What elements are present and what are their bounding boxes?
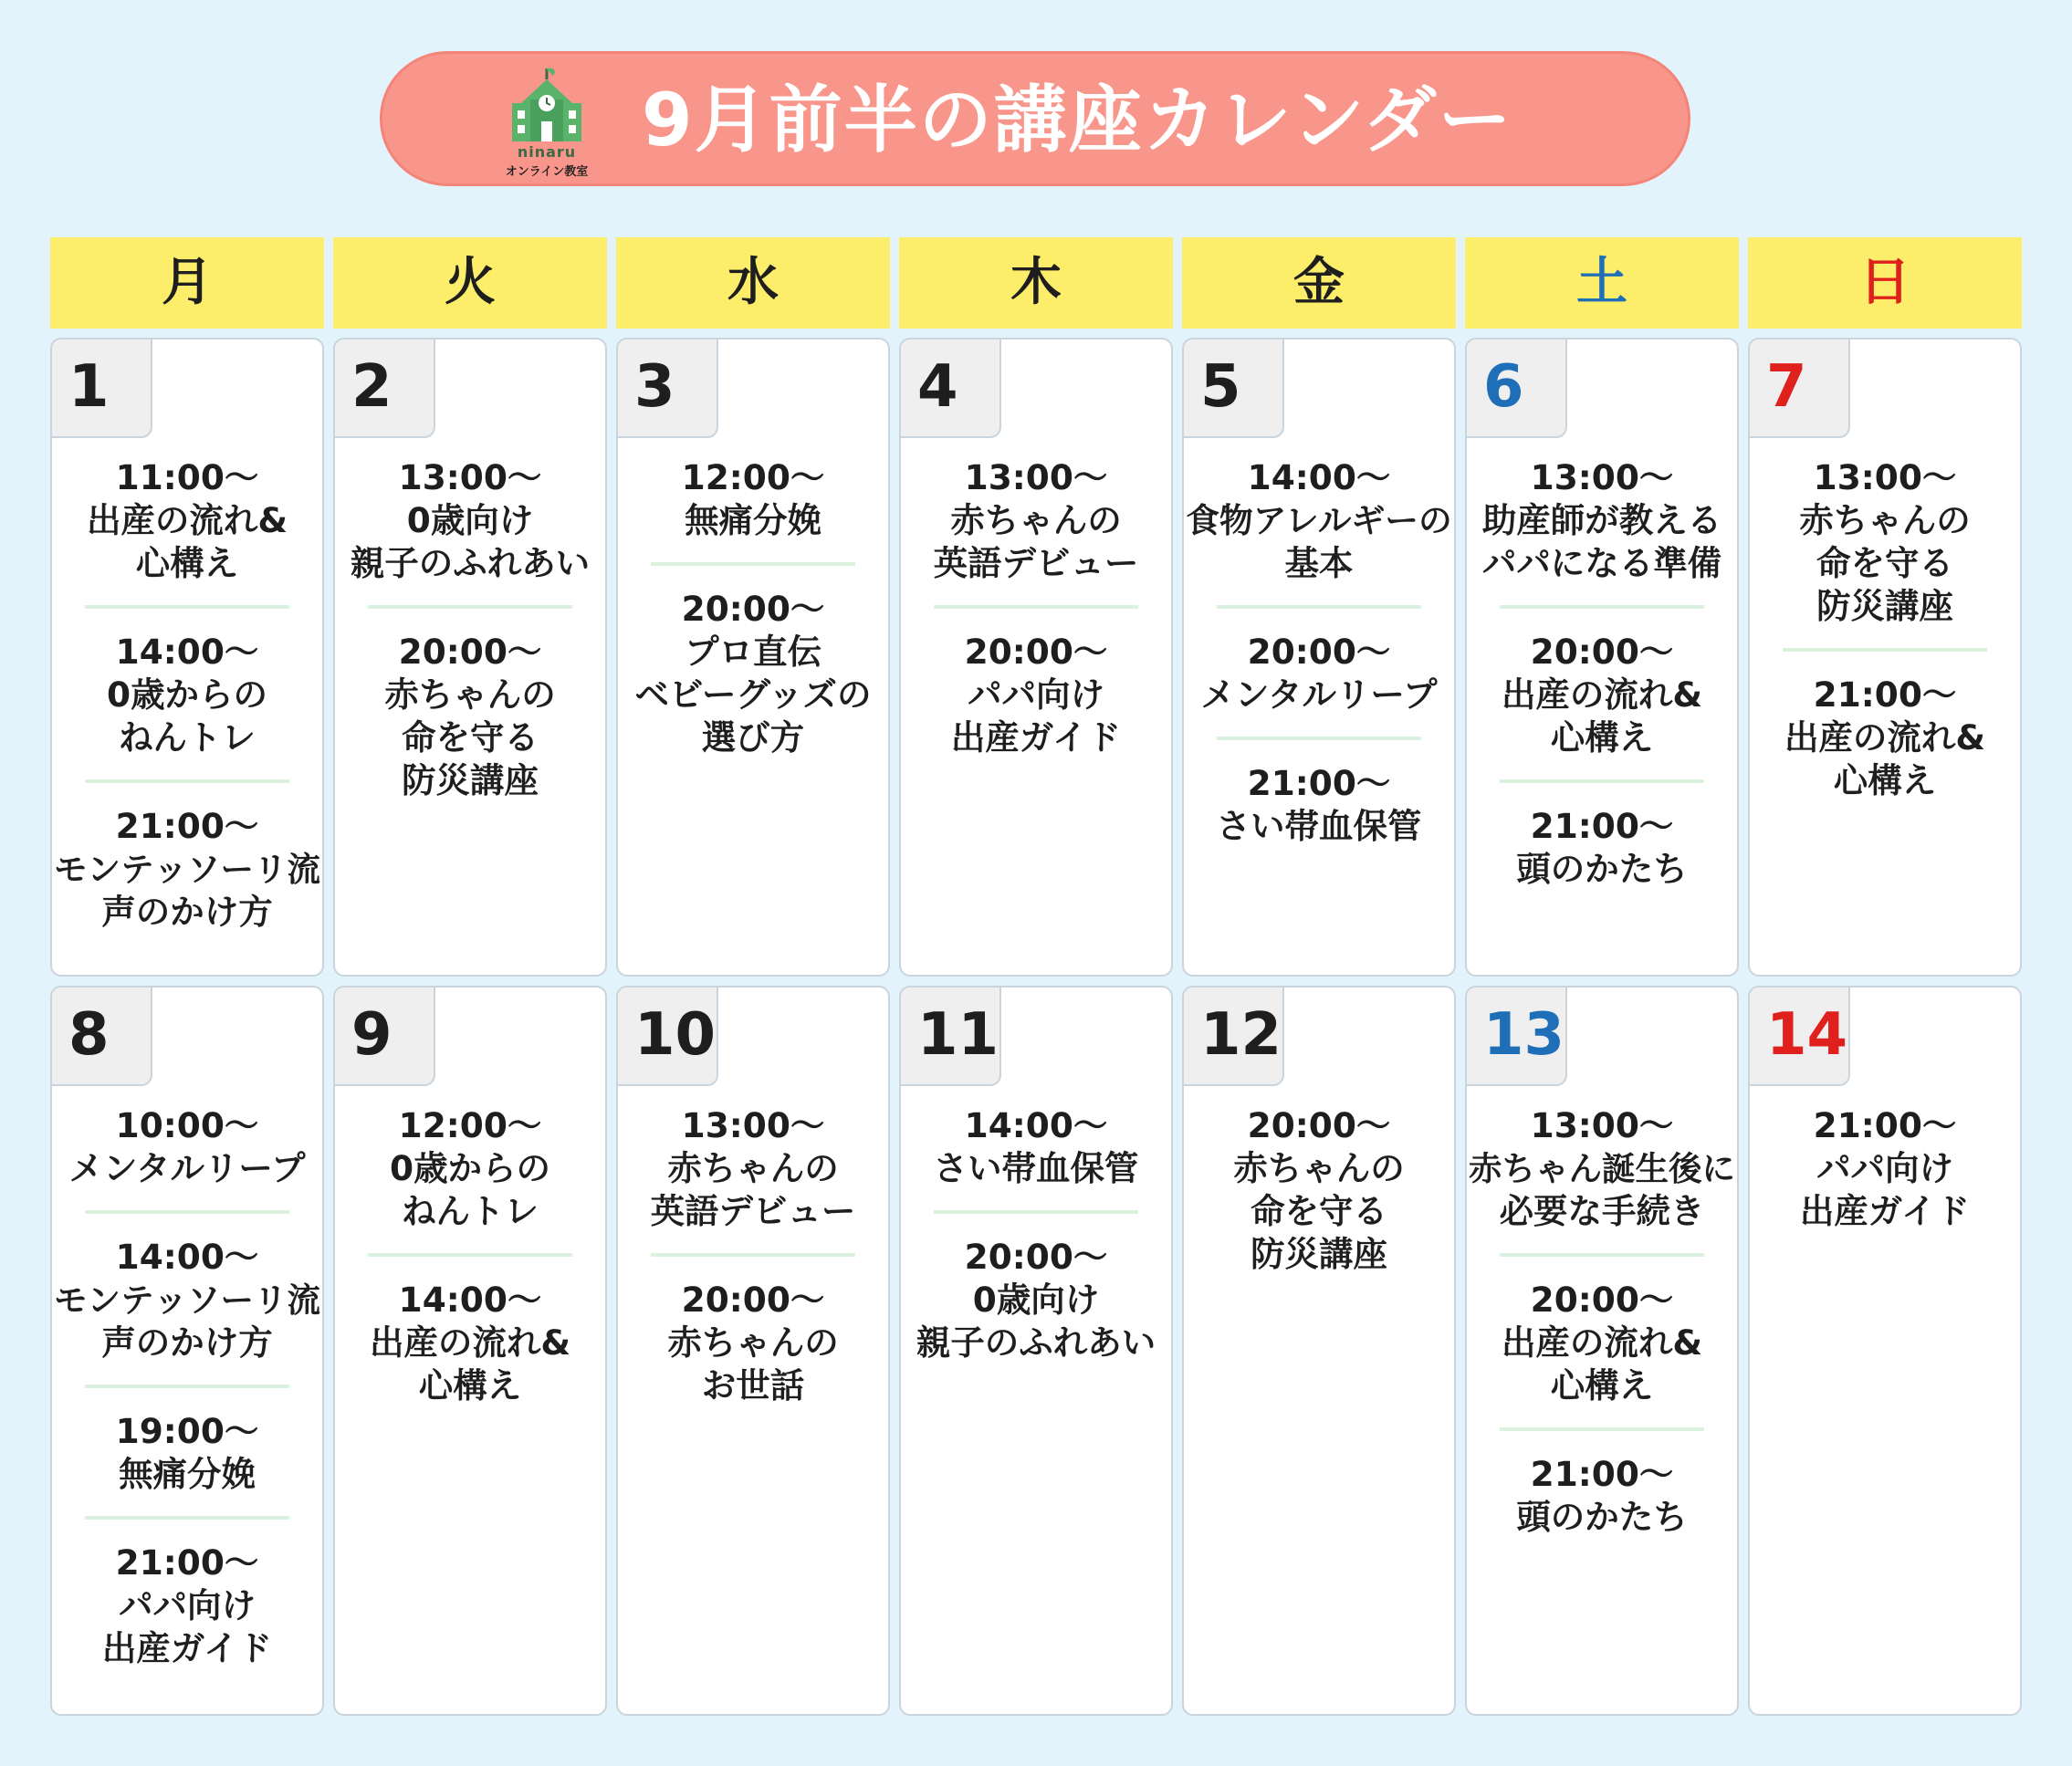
event-time: 20:00〜 <box>1247 632 1391 672</box>
event-item[interactable] <box>335 456 605 585</box>
event-title-line: 心構え <box>418 1365 522 1405</box>
date-box <box>1184 340 1284 438</box>
date-box <box>1467 340 1567 438</box>
event-title-line: 無痛分娩 <box>119 1454 256 1494</box>
event-title-line: 赤ちゃんの <box>1799 500 1971 540</box>
day-cell <box>899 338 1173 977</box>
event-item[interactable] <box>52 1410 322 1496</box>
event-title-line: さい帯血保管 <box>933 1148 1139 1188</box>
event-item[interactable] <box>618 1104 888 1233</box>
event-time: 14:00〜 <box>964 1105 1108 1145</box>
event-time: 21:00〜 <box>1530 806 1674 846</box>
date-box <box>52 340 152 438</box>
event-title-line: 赤ちゃんの <box>950 500 1122 540</box>
date-box <box>1467 987 1567 1086</box>
event-divider <box>85 1516 289 1520</box>
event-time: 20:00〜 <box>681 589 825 629</box>
event-item[interactable] <box>1467 1104 1737 1233</box>
day-cell <box>333 338 607 977</box>
event-item[interactable] <box>335 1279 605 1407</box>
event-divider <box>651 1253 855 1257</box>
event-title-line: 心構え <box>1833 760 1937 800</box>
date-number: 7 <box>1766 353 1807 421</box>
event-title-line: 頭のかたち <box>1516 849 1688 889</box>
day-cell <box>899 986 1173 1716</box>
event-item[interactable] <box>901 1236 1171 1364</box>
event-title-line: 心構え <box>1550 717 1654 758</box>
event-title-line: さい帯血保管 <box>1216 806 1422 846</box>
date-box <box>52 987 152 1086</box>
event-title-line: お世話 <box>701 1365 805 1405</box>
event-title-line: 親子のふれあい <box>350 543 591 583</box>
event-time: 21:00〜 <box>115 1542 259 1583</box>
event-title-line: 0歳向け <box>406 500 534 540</box>
event-time: 14:00〜 <box>398 1280 542 1320</box>
event-title-line: 出産の流れ& <box>1784 717 1986 758</box>
event-divider <box>1500 779 1704 783</box>
event-title-line: 出産の流れ& <box>1501 674 1703 715</box>
weekday-header: 月 <box>50 237 324 329</box>
school-house-icon <box>510 67 583 143</box>
date-box <box>335 340 435 438</box>
event-list <box>1750 1104 2020 1233</box>
event-list <box>901 1104 1171 1364</box>
event-title-line: 0歳からの <box>107 674 267 715</box>
event-item[interactable] <box>1184 762 1454 848</box>
event-item[interactable] <box>52 1541 322 1670</box>
day-cell <box>333 986 607 1716</box>
event-divider <box>1217 737 1421 740</box>
event-time: 19:00〜 <box>115 1411 259 1451</box>
event-title-line: 赤ちゃんの <box>667 1148 839 1188</box>
event-item[interactable] <box>1467 1453 1737 1539</box>
event-time: 20:00〜 <box>681 1280 825 1320</box>
event-item[interactable] <box>1184 456 1454 585</box>
event-item[interactable] <box>52 805 322 934</box>
day-cell <box>616 338 890 977</box>
weekday-header: 金 <box>1182 237 1456 329</box>
day-cell <box>1465 986 1739 1716</box>
event-title-line: 英語デビュー <box>650 1191 856 1231</box>
day-cell <box>50 338 324 977</box>
event-list <box>618 456 888 759</box>
event-title-line: 命を守る <box>1251 1191 1387 1231</box>
title-banner <box>380 51 1690 186</box>
weekday-header: 日 <box>1748 237 2022 329</box>
event-divider <box>934 1210 1138 1214</box>
event-title-line: 声のかけ方 <box>101 1322 273 1363</box>
event-item[interactable] <box>1750 674 2020 802</box>
event-time: 20:00〜 <box>1530 1280 1674 1320</box>
event-title-line: 0歳からの <box>390 1148 550 1188</box>
event-list <box>52 1104 322 1670</box>
date-number: 2 <box>351 353 392 421</box>
event-time: 21:00〜 <box>115 806 259 846</box>
date-number: 1 <box>68 353 110 421</box>
day-cell <box>616 986 890 1716</box>
event-title-line: 出産ガイド <box>950 717 1122 758</box>
event-divider <box>85 779 289 783</box>
event-time: 13:00〜 <box>398 457 542 497</box>
event-list <box>52 456 322 934</box>
event-divider <box>85 1385 289 1388</box>
event-time: 10:00〜 <box>115 1105 259 1145</box>
event-time: 20:00〜 <box>964 632 1108 672</box>
event-title-line: パパ向け <box>968 674 1104 715</box>
logo <box>490 67 603 178</box>
event-divider <box>85 605 289 609</box>
event-item[interactable] <box>1750 456 2020 628</box>
event-title-line: 心構え <box>1550 1365 1654 1405</box>
event-divider <box>85 1210 289 1214</box>
day-cell <box>1465 338 1739 977</box>
event-list <box>618 1104 888 1407</box>
date-box <box>335 987 435 1086</box>
event-title-line: 0歳向け <box>972 1280 1100 1320</box>
event-title-line: パパ向け <box>119 1585 256 1625</box>
event-time: 21:00〜 <box>1530 1454 1674 1494</box>
date-number: 5 <box>1200 353 1241 421</box>
event-title-line: メンタルリープ <box>68 1148 306 1188</box>
event-item[interactable] <box>335 1104 605 1233</box>
event-title-line: 命を守る <box>402 717 539 758</box>
event-title-line: ねんトレ <box>119 717 256 758</box>
event-divider <box>934 605 1138 609</box>
event-divider <box>368 605 572 609</box>
event-divider <box>651 562 855 566</box>
event-time: 21:00〜 <box>1813 674 1957 715</box>
event-title-line: 防災講座 <box>402 760 539 800</box>
event-title-line: モンテッソーリ流 <box>54 1280 320 1320</box>
event-title-line: 出産の流れ& <box>1501 1322 1703 1363</box>
event-list <box>335 456 605 802</box>
logo-wordmark: ninaru <box>517 143 577 161</box>
event-time: 20:00〜 <box>1247 1105 1391 1145</box>
event-divider <box>1500 1427 1704 1431</box>
event-item[interactable] <box>1467 1279 1737 1407</box>
date-box <box>1750 340 1850 438</box>
event-title-line: ねんトレ <box>402 1191 539 1231</box>
day-cell <box>1748 338 2022 977</box>
event-title-line: 出産ガイド <box>1799 1191 1971 1231</box>
event-item[interactable] <box>1467 631 1737 759</box>
date-number: 8 <box>68 1001 110 1069</box>
event-item[interactable] <box>1467 456 1737 585</box>
event-time: 13:00〜 <box>1530 457 1674 497</box>
event-time: 21:00〜 <box>1247 763 1391 803</box>
weekday-header-row <box>50 237 2022 329</box>
event-title-line: ベビーグッズの <box>634 674 872 715</box>
event-time: 21:00〜 <box>1813 1105 1957 1145</box>
event-list <box>1184 1104 1454 1276</box>
event-list <box>1467 456 1737 891</box>
event-title-line: 赤ちゃんの <box>667 1322 839 1363</box>
event-title-line: 無痛分娩 <box>685 500 821 540</box>
weekday-header: 水 <box>616 237 890 329</box>
event-time: 13:00〜 <box>681 1105 825 1145</box>
event-title-line: 出産の流れ& <box>86 500 288 540</box>
date-box <box>618 340 718 438</box>
event-title-line: 出産の流れ& <box>369 1322 571 1363</box>
event-title-line: 必要な手続き <box>1499 1191 1705 1231</box>
event-title-line: 防災講座 <box>1816 586 1953 626</box>
event-title-line: パパ向け <box>1816 1148 1953 1188</box>
logo-subtitle: オンライン教室 <box>505 165 589 179</box>
event-title-line: モンテッソーリ流 <box>54 850 320 889</box>
event-title-line: 食物アレルギーの <box>1186 501 1452 540</box>
event-title-line: プロ直伝 <box>685 632 821 672</box>
weekday-header: 木 <box>899 237 1173 329</box>
event-item[interactable] <box>618 456 888 542</box>
date-number: 4 <box>917 353 958 421</box>
date-number: 13 <box>1483 1001 1565 1069</box>
event-item[interactable] <box>1467 805 1737 891</box>
date-number: 3 <box>634 353 675 421</box>
event-title-line: パパになる準備 <box>1481 543 1722 583</box>
event-item[interactable] <box>901 631 1171 759</box>
event-title-line: 赤ちゃん誕生後に <box>1469 1149 1735 1188</box>
event-divider <box>368 1253 572 1257</box>
event-item[interactable] <box>1184 631 1454 716</box>
event-item[interactable] <box>52 1236 322 1364</box>
day-cell <box>1182 338 1456 977</box>
event-time: 14:00〜 <box>115 632 259 672</box>
event-title-line: 選び方 <box>701 717 805 758</box>
event-item[interactable] <box>52 456 322 585</box>
event-list <box>335 1104 605 1407</box>
date-box <box>1184 987 1284 1086</box>
event-time: 14:00〜 <box>1247 457 1391 497</box>
event-divider <box>1500 605 1704 609</box>
date-number: 12 <box>1200 1001 1282 1069</box>
day-cell <box>50 986 324 1716</box>
event-title-line: 心構え <box>135 543 239 583</box>
event-divider <box>1500 1253 1704 1257</box>
event-item[interactable] <box>52 631 322 759</box>
day-cell <box>1748 986 2022 1716</box>
event-time: 13:00〜 <box>1530 1105 1674 1145</box>
event-time: 12:00〜 <box>681 457 825 497</box>
event-title-line: 赤ちゃんの <box>1233 1148 1405 1188</box>
event-item[interactable] <box>618 1279 888 1407</box>
date-box <box>901 987 1001 1086</box>
event-time: 20:00〜 <box>964 1237 1108 1277</box>
event-time: 14:00〜 <box>115 1237 259 1277</box>
weekday-header: 火 <box>333 237 607 329</box>
date-box <box>901 340 1001 438</box>
date-box <box>1750 987 1850 1086</box>
date-number: 9 <box>351 1001 392 1069</box>
page-title: 9月前半の講座カレンダー <box>642 78 1513 162</box>
event-list <box>1184 456 1454 848</box>
event-time: 11:00〜 <box>115 457 259 497</box>
event-item[interactable] <box>901 456 1171 585</box>
weekday-header: 土 <box>1465 237 1739 329</box>
event-title-line: 赤ちゃんの <box>384 674 556 715</box>
date-number: 10 <box>634 1001 717 1069</box>
event-title-line: 英語デビュー <box>933 543 1139 583</box>
event-title-line: メンタルリープ <box>1200 674 1438 715</box>
event-item[interactable] <box>52 1104 322 1190</box>
event-divider <box>1783 648 1987 652</box>
event-title-line: 助産師が教える <box>1481 500 1722 540</box>
event-title-line: 親子のふれあい <box>916 1322 1156 1363</box>
event-item[interactable] <box>1184 1104 1454 1276</box>
event-time: 13:00〜 <box>1813 457 1957 497</box>
date-number: 6 <box>1483 353 1524 421</box>
event-divider <box>1217 605 1421 609</box>
event-item[interactable] <box>901 1104 1171 1190</box>
date-number: 11 <box>917 1001 999 1069</box>
event-title-line: 頭のかたち <box>1516 1497 1688 1537</box>
day-cell <box>1182 986 1456 1716</box>
event-title-line: 命を守る <box>1816 543 1953 583</box>
event-time: 20:00〜 <box>398 632 542 672</box>
event-time: 12:00〜 <box>398 1105 542 1145</box>
date-box <box>618 987 718 1086</box>
event-time: 20:00〜 <box>1530 632 1674 672</box>
event-item[interactable] <box>335 631 605 802</box>
event-title-line: 声のかけ方 <box>101 892 273 932</box>
event-title-line: 基本 <box>1284 543 1354 583</box>
event-time: 13:00〜 <box>964 457 1108 497</box>
date-number: 14 <box>1766 1001 1848 1069</box>
event-list <box>1750 456 2020 802</box>
event-item[interactable] <box>618 588 888 759</box>
event-list <box>901 456 1171 759</box>
event-item[interactable] <box>1750 1104 2020 1233</box>
event-title-line: 防災講座 <box>1251 1234 1387 1274</box>
event-title-line: 出産ガイド <box>101 1628 273 1668</box>
event-list <box>1467 1104 1737 1539</box>
